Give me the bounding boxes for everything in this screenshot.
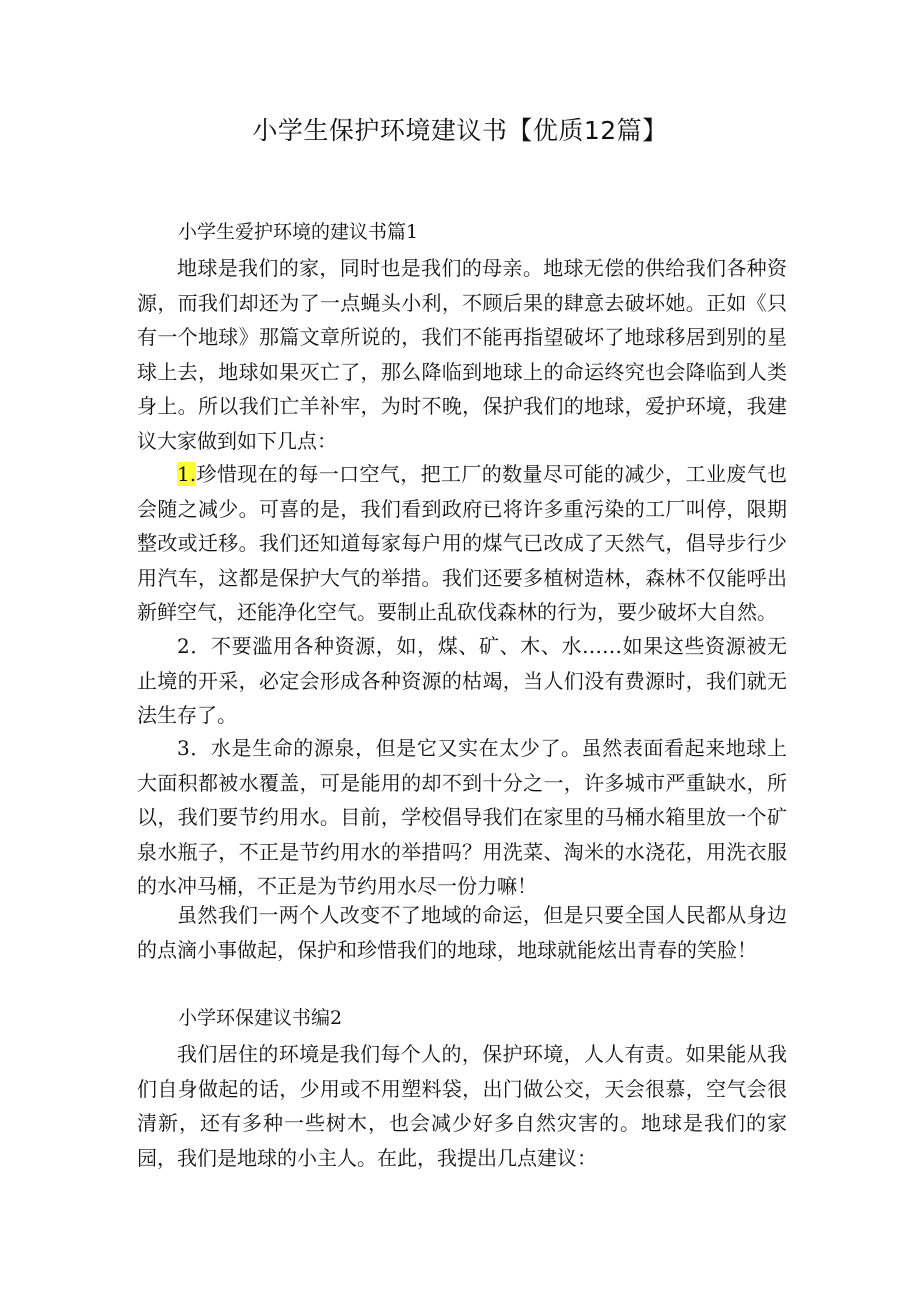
paragraph-intro-2: 我们居住的环境是我们每个人的，保护环境，人人有责。如果能从我们自身做起的话，少用或不用塑料袋，出门做公交，天会很慕，空气会很清新，还有多种一些树木，也会减少好多自然灾害的。地球是我们的家园，我们是地球的小主人。在此，我提出几点建议： [137, 1042, 787, 1170]
paragraph-point-3: 3．水是生命的源泉，但是它又实在太少了。虽然表面看起来地球上大面积都被水覆盖，可是能用的却不到十分之一，许多城市严重缺水，所以，我们要节约用水。目前，学校倡导我们在家里的马桶水箱里放一个矿泉水瓶子，不正是节约用水的举措吗？用洗菜、淘米的水浇花，用洗衣服的水冲马桶，不正是为节约用水尽一份力嘛！ [137, 736, 787, 898]
point-1-text: 珍惜现在的每一口空气，把工厂的数量尽可能的减少，工业废气也会随之减少。可喜的是，我们看到政府已将许多重污染的工厂叫停，限期整改或迁移。我们还知道每家每户用的煤气已改成了天然气，倡导步行少用汽车，这都是保护大气的举措。我们还要多植树造林，森林不仅能呼出新鲜空气，还能净化空气。要制止乱砍伐森林的行为，要少破坏大自然。 [137, 462, 787, 624]
paragraph-point-2: 2．不要滥用各种资源，如，煤、矿、木、水……如果这些资源被无止境的开采，必定会形成各种资源的枯竭，当人们没有费源时，我们就无法生存了。 [137, 634, 787, 727]
paragraph-intro-1: 地球是我们的家，同时也是我们的母亲。地球无偿的供给我们各种资源，而我们却还为了一点蝇头小利，不顾后果的肆意去破坏她。正如《只有一个地球》那篇文章所说的，我们不能再指望破坏了地球移居到别的星球上去，地球如果灭亡了，那么降临到地球上的命运终究也会降临到人类身上。所以我们亡羊补牢，为时不晚，保护我们的地球，爱护环境，我建议大家做到如下几点： [137, 256, 787, 453]
document-title: 小学生保护环境建议书【优质12篇】 [252, 116, 668, 145]
paragraph-point-1 [137, 457, 787, 630]
paragraph-closing-1: 虽然我们一两个人改变不了地域的命运，但是只要全国人民都从身边的点滴小事做起，保护和珍惜我们的地球，地球就能炫出青春的笑脸！ [137, 903, 787, 962]
highlighted-number: 1. [177, 462, 197, 486]
section-heading-1: 小学生爱护环境的建议书篇1 [178, 221, 419, 243]
section-heading-2: 小学环保建议书编2 [178, 1007, 343, 1029]
